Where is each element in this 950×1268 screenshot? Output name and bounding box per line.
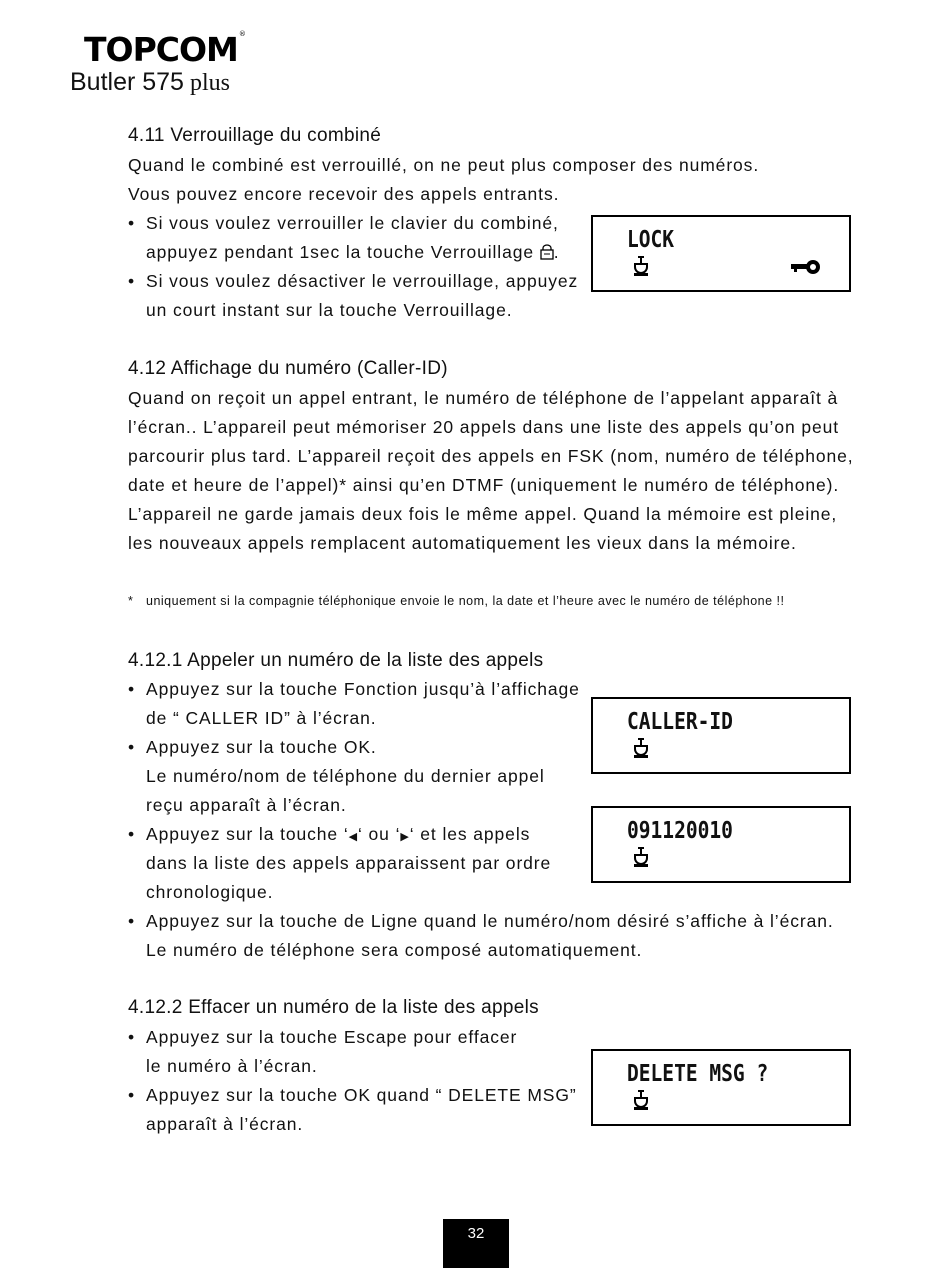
paragraph-line: Quand on reçoit un appel entrant, le numéro de téléphone de l’appelant apparaît à [128, 388, 839, 408]
paragraph-line: parcourir plus tard. L’appareil reçoit des appels en FSK (nom, numéro de téléphone, [128, 446, 854, 466]
bullet-text: Si vous voulez verrouiller le clavier du combiné, [146, 213, 559, 233]
bullet-text: un court instant sur la touche Verrouillage. [146, 300, 513, 320]
bullet-text: Appuyez sur la touche Fonction jusqu’à l’affichage [146, 679, 580, 699]
paragraph-line: Quand le combiné est verrouillé, on ne peut plus composer des numéros. [128, 155, 760, 175]
paragraph-line: date et heure de l’appel)* ainsi qu’en DTMF (uniquement le numéro de téléphone). [128, 475, 840, 495]
bullet: • [128, 911, 135, 931]
bullet-text: Appuyez sur la touche Escape pour effacer [146, 1027, 518, 1047]
bullet: • [128, 1085, 135, 1105]
lock-key-icon [540, 244, 554, 260]
bullet-text: de “ CALLER ID” à l’écran. [146, 708, 377, 728]
lcd-text: LOCK [627, 227, 675, 253]
bullet-text: apparaît à l’écran. [146, 1114, 304, 1134]
bullet-text: chronologique. [146, 882, 274, 902]
section-4-12-title: 4.12 Affichage du numéro (Caller-ID) [128, 358, 448, 379]
bullet-text: reçu apparaît à l’écran. [146, 795, 347, 815]
bullet: • [128, 679, 135, 699]
lcd-text: 091120010 [627, 818, 733, 844]
section-4-12-2-title: 4.12.2 Effacer un numéro de la liste des appels [128, 997, 539, 1018]
handset-icon [633, 1089, 649, 1111]
lcd-display-delete [591, 1049, 851, 1126]
bullet-text: Si vous voulez désactiver le verrouillage, appuyez [146, 271, 579, 291]
model-name: Butler 575 plus [70, 68, 230, 96]
bullet-text: Le numéro/nom de téléphone du dernier appel [146, 766, 545, 786]
paragraph-line: les nouveaux appels remplacent automatiquement les vieux dans la mémoire. [128, 533, 797, 553]
lcd-text: DELETE MSG ? [627, 1061, 769, 1087]
footnote: uniquement si la compagnie téléphonique envoie le nom, la date et l’heure avec le numéro de téléphone !! [146, 594, 785, 608]
paragraph-line: L’appareil ne garde jamais deux fois le même appel. Quand la mémoire est pleine, [128, 504, 838, 524]
bullet-text: Appuyez sur la touche ‘◀‘ ou ‘▶‘ et les appels [146, 824, 531, 844]
bullet-text: Appuyez sur la touche OK. [146, 737, 377, 757]
handset-icon [633, 255, 649, 277]
bullet-text: le numéro à l’écran. [146, 1056, 318, 1076]
lcd-display-caller-id [591, 697, 851, 774]
bullet-text: Le numéro de téléphone sera composé automatiquement. [146, 940, 643, 960]
bullet-text: appuyez pendant 1sec la touche Verrouillage . [146, 242, 560, 262]
bullet-text: Appuyez sur la touche OK quand “ DELETE MSG” [146, 1085, 577, 1105]
bullet-text: dans la liste des appels apparaissent par ordre [146, 853, 552, 873]
section-4-11-title: 4.11 Verrouillage du combiné [128, 125, 382, 146]
section-4-12-1-title: 4.12.1 Appeler un numéro de la liste des appels [128, 650, 544, 671]
handset-icon [633, 737, 649, 759]
footnote-mark: * [128, 594, 134, 608]
handset-icon [633, 846, 649, 868]
lcd-display-number [591, 806, 851, 883]
page-number: 32 [443, 1219, 509, 1268]
bullet-text: Appuyez sur la touche de Ligne quand le numéro/nom désiré s’affiche à l’écran. [146, 911, 834, 931]
lcd-display-lock [591, 215, 851, 292]
right-arrow-icon: ▶ [400, 831, 410, 843]
paragraph-line: l’écran.. L’appareil peut mémoriser 20 appels dans une liste des appels qu’on peut [128, 417, 840, 437]
brand-logo: TOPCOM® [84, 30, 245, 69]
left-arrow-icon: ◀ [348, 831, 358, 843]
bullet: • [128, 213, 135, 233]
bullet: • [128, 737, 135, 757]
key-icon [791, 259, 821, 275]
paragraph-line: Vous pouvez encore recevoir des appels entrants. [128, 184, 560, 204]
bullet: • [128, 824, 135, 844]
bullet: • [128, 271, 135, 291]
lcd-text: CALLER-ID [627, 709, 733, 735]
bullet: • [128, 1027, 135, 1047]
